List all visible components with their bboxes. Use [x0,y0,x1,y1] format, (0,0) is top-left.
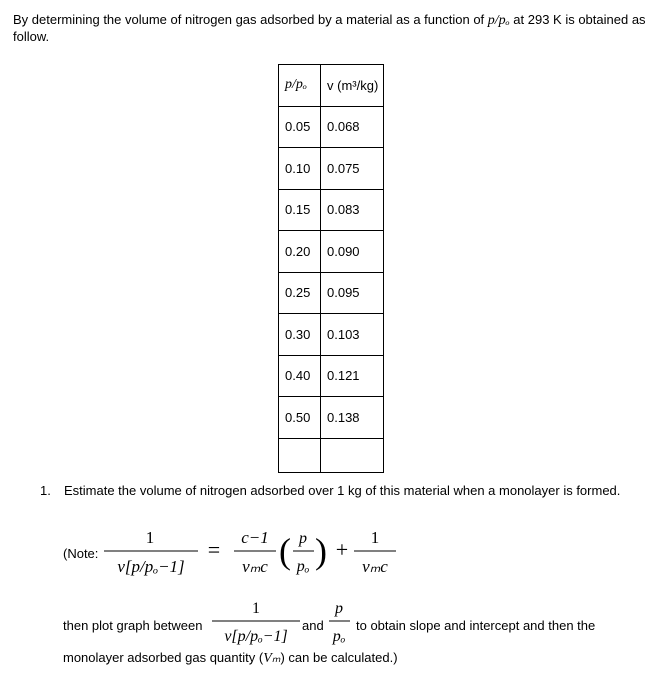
cell-ratio: 0.30 [279,314,321,356]
cell-volume: 0.075 [321,148,384,190]
eq-lhs-numerator: 1 [145,528,155,547]
cell-volume: 0.138 [321,397,384,439]
eq-paren-numerator: p [299,530,307,547]
plot-frac-denominator: v[p/pₒ−1] [224,628,288,645]
eq-equals-sign: = [207,537,221,562]
intro-text-start: By determining the volume of nitrogen gas adsorbed by a material as a function of [13,12,488,27]
cell-ratio: 0.50 [279,397,321,439]
plot-line2-start: monolayer adsorbed gas quantity ( [63,650,264,665]
eq-mid-numerator: c−1 [241,528,269,547]
cell-ratio: 0.40 [279,355,321,397]
plot-rest-text: to obtain slope and intercept and then the [356,618,596,633]
plot-line2-end: ) can be calculated.) [280,650,398,665]
cell-ratio: 0.05 [279,106,321,148]
eq-paren-denominator: pₒ [296,558,310,575]
header-volume: v (m³/kg) [321,65,384,107]
eq-rhs-denominator: vₘc [362,557,388,576]
cell-ratio: 0.15 [279,189,321,231]
cell-volume: 0.068 [321,106,384,148]
plot-and-text: and [302,618,324,633]
eq-left-paren: ( [279,531,291,571]
cell-volume: 0.090 [321,231,384,273]
eq-right-paren: ) [315,531,327,571]
eq-plus-sign: + [335,537,349,562]
plot-lead-text: then plot graph between [63,618,203,633]
monolayer-symbol: Vₘ [263,651,281,666]
plot-frac-numerator: 1 [252,600,260,617]
plot-p-numerator: p [335,600,343,617]
intro-text-end: at 293 K is obtained as follow. [13,12,646,44]
cell-volume: 0.103 [321,314,384,356]
question-number: 1. [40,483,51,498]
eq-lhs-denominator: v[p/pₒ−1] [117,557,185,576]
header-pressure-ratio: p/pₒ [279,65,321,107]
intro-ratio: p/pₒ [487,13,510,28]
eq-rhs-numerator: 1 [370,528,380,547]
plot-second-line [63,650,398,667]
note-label: (Note: [63,546,99,561]
question-text: Estimate the volume of nitrogen adsorbed over 1 kg of this material when a monolayer is formed. [64,483,621,498]
eq-mid-denominator: vₘc [242,557,268,576]
cell-ratio: 0.25 [279,272,321,314]
cell-volume: 0.083 [321,189,384,231]
cell-ratio: 0.20 [279,231,321,273]
cell-volume: 0.121 [321,355,384,397]
plot-p-denominator: pₒ [332,628,346,645]
cell-ratio: 0.10 [279,148,321,190]
cell-volume: 0.095 [321,272,384,314]
